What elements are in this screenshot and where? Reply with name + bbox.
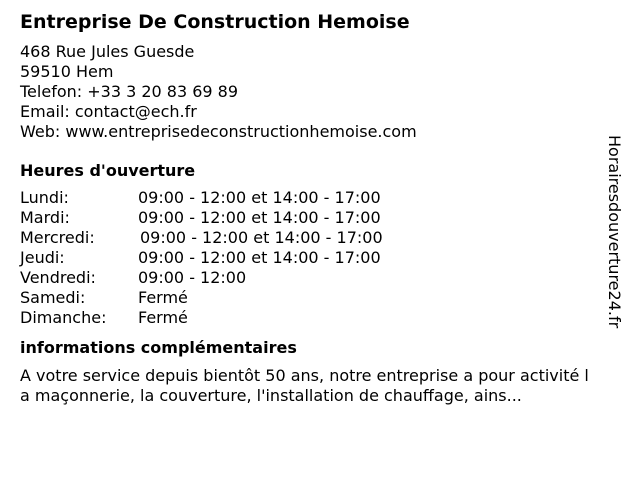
- hours-row-monday: [20, 188, 600, 208]
- hours-value: 09:00 - 12:00 et 14:00 - 17:00: [138, 248, 381, 267]
- hours-row-saturday: [20, 288, 600, 308]
- info-description: A votre service depuis bientôt 50 ans, notre entreprise a pour activité la maçonnerie, la couverture, l'installation de chauffage, ains...: [20, 366, 589, 405]
- day-label: Mardi:: [20, 208, 70, 227]
- hours-value: Fermé: [138, 288, 188, 307]
- day-label: Dimanche:: [20, 308, 107, 327]
- website-line: Web: www.entreprisedeconstructionhemoise.com: [20, 122, 417, 141]
- day-label: Samedi:: [20, 288, 86, 307]
- day-label: Vendredi:: [20, 268, 96, 287]
- hours-value: 09:00 - 12:00: [138, 268, 247, 287]
- contact-block: [20, 42, 600, 142]
- hours-row-wednesday: [20, 228, 600, 248]
- business-name: Entreprise De Construction Hemoise: [20, 11, 410, 33]
- hours-table: [20, 188, 600, 328]
- hours-value: Fermé: [138, 308, 188, 327]
- phone-line: Telefon: +33 3 20 83 69 89: [20, 82, 239, 101]
- hours-row-tuesday: [20, 208, 600, 228]
- email-line: Email: contact@ech.fr: [20, 102, 197, 121]
- hours-row-friday: [20, 268, 600, 288]
- hours-value: 09:00 - 12:00 et 14:00 - 17:00: [138, 208, 381, 227]
- hours-value: 09:00 - 12:00 et 14:00 - 17:00: [140, 228, 383, 247]
- day-label: Lundi:: [20, 188, 69, 207]
- day-label: Jeudi:: [20, 248, 65, 267]
- hours-value: 09:00 - 12:00 et 14:00 - 17:00: [138, 188, 381, 207]
- hours-row-sunday: [20, 308, 600, 328]
- hours-heading: Heures d'ouverture: [20, 161, 196, 180]
- info-heading: informations complémentaires: [20, 338, 297, 357]
- address-city: 59510 Hem: [20, 62, 114, 81]
- address-street: 468 Rue Jules Guesde: [20, 42, 195, 61]
- side-brand-text: Horairesdouverture24.fr: [605, 135, 624, 329]
- business-card: [20, 10, 600, 406]
- day-label: Mercredi:: [20, 228, 95, 247]
- hours-row-thursday: [20, 248, 600, 268]
